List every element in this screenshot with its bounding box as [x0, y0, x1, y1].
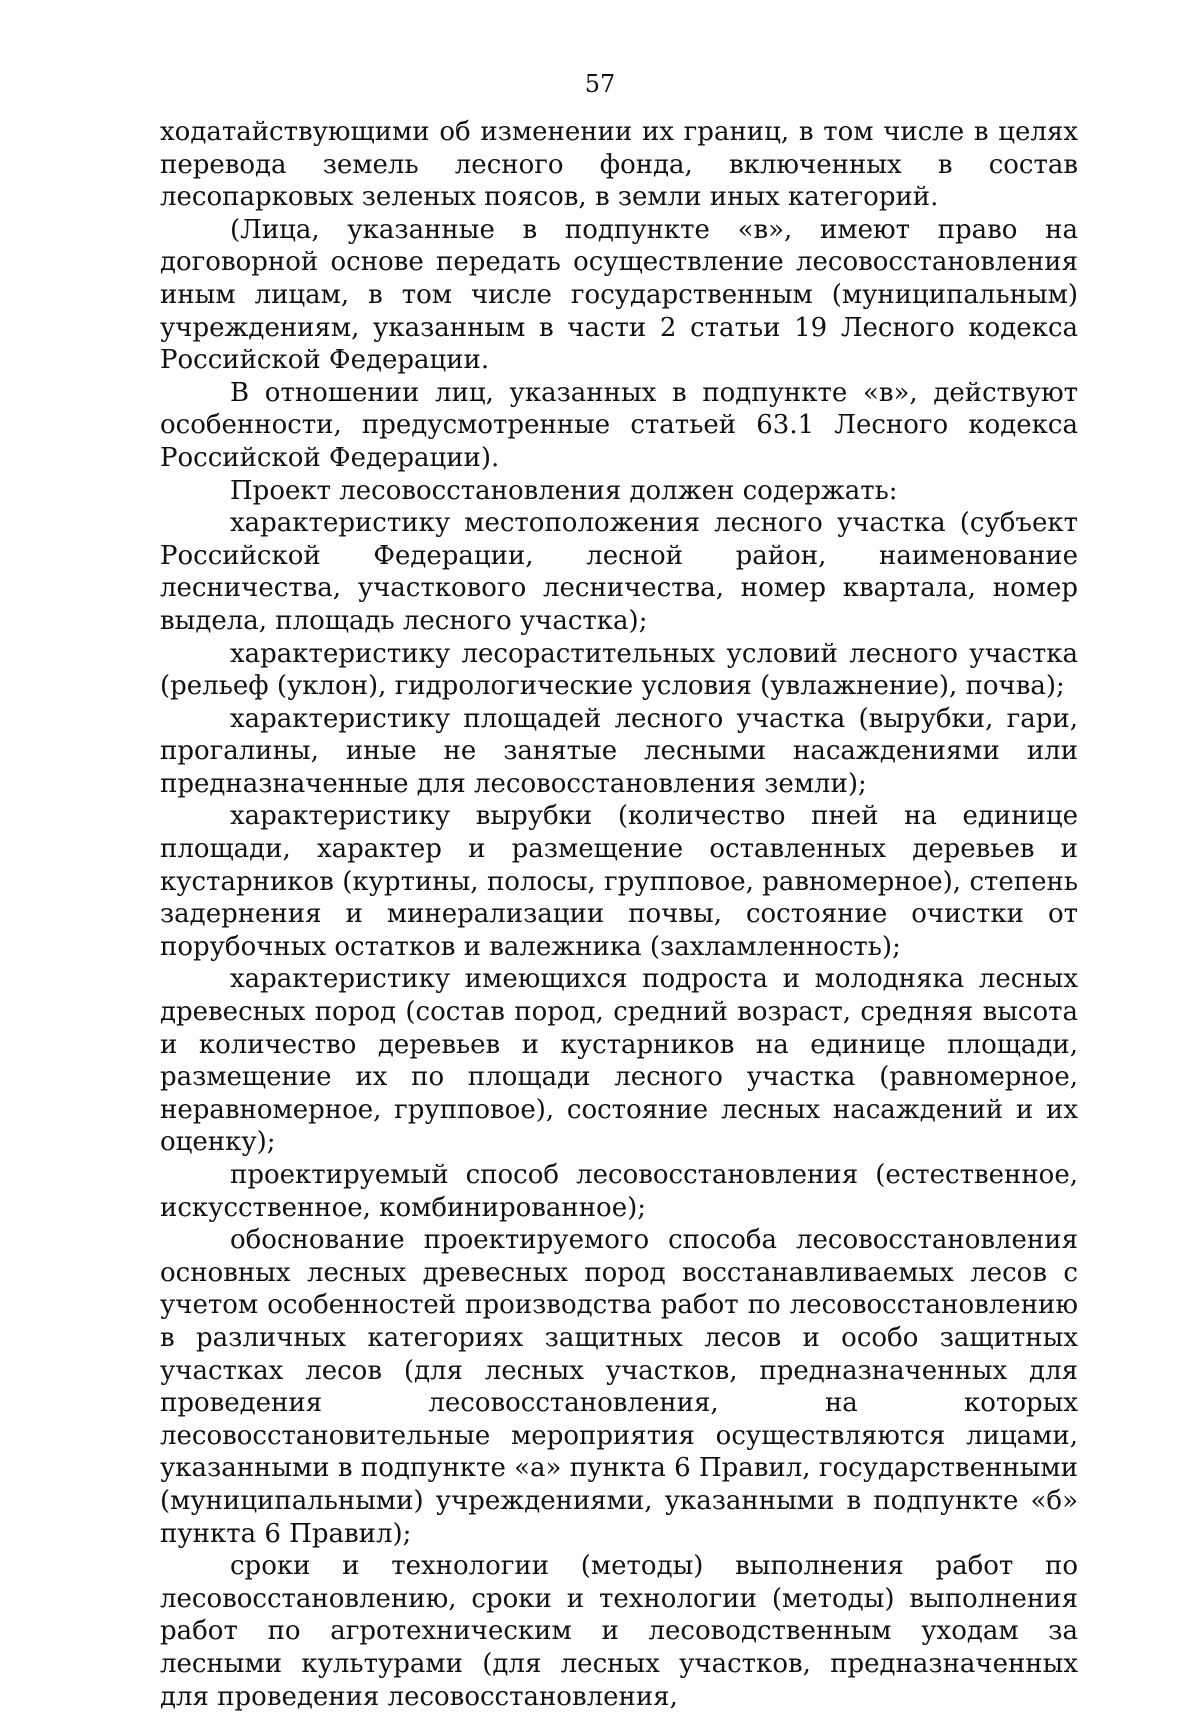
list-item-method: проектируемый способ лесовосстановления (естественное, искусственное, комбинированное); — [160, 1160, 1078, 1223]
list-item-undergrowth: характеристику имеющихся подроста и молодняка лесных древесных пород (состав пород, средний возраст, средняя высота и количество деревьев и кустарников на единице площади, размещение их по площади лесного участка (равномерное, неравномерное, групповое), состояние лесных насаждений и их оценку); — [160, 964, 1078, 1158]
list-item-felling-characteristics: характеристику вырубки (количество пней на единице площади, характер и размещение оставленных деревьев и кустарников (куртины, полосы, групповое, равномерное), степень задернения и минерализации почвы, состояние очистки от порубочных остатков и валежника (захламленность); — [160, 801, 1078, 962]
list-item-method-justification: обоснование проектируемого способа лесовосстановления основных лесных древесных пород восстанавливаемых лесов с учетом особенностей производства работ по лесовосстановлению в различных категориях защитных лесов и особо защитных участках лесов (для лесных участков, предназначенных для проведения лесовосстановления, на которых лесовосстановительные мероприятия осуществляются лицами, указанными в подпункте «а» пункта 6 Правил, государственными (муниципальными) учреждениями, указанными в подпункте «б» пункта 6 Правил); — [160, 1225, 1078, 1549]
list-item-terms-technologies: сроки и технологии (методы) выполнения работ по лесовосстановлению, сроки и технологии (методы) выполнения работ по агротехническим и лесоводственным уходам за лесными культурами (для лесных участков, предназначенных для проведения лесовосстановления, — [160, 1551, 1078, 1712]
list-item-growing-conditions: характеристику лесорастительных условий лесного участка (рельеф (уклон), гидрологические условия (увлажнение), почва); — [160, 638, 1078, 702]
list-item-area-types: характеристику площадей лесного участка (вырубки, гари, прогалины, иные не занятые лесными насаждениями или предназначенные для лесовосстановления земли); — [160, 703, 1078, 799]
paragraph-delegation: (Лица, указанные в подпункте «в», имеют право на договорной основе передать осуществление лесовосстановления иным лицам, в том числе государственным (муниципальным) учреждениям, указанным в части 2 статьи 19 Лесного кодекса Российской Федерации. — [160, 214, 1078, 376]
paragraph-project-contents-intro: Проект лесовосстановления должен содержать: — [230, 475, 898, 506]
list-item-location: характеристику местоположения лесного участка (субъект Российской Федерации, лесной район, наименование лесничества, участкового лесничества, номер квартала, номер выдела, площадь лесного участка); — [160, 508, 1078, 636]
paragraph-continuation: ходатайствующими об изменении их границ, в том числе в целях перевода земель лесного фонда, включенных в состав лесопарковых зеленых поясов, в земли иных категорий. — [160, 117, 1078, 213]
paragraph-special-rules: В отношении лиц, указанных в подпункте «в», действуют особенности, предусмотренные статьей 63.1 Лесного кодекса Российской Федерации). — [160, 377, 1078, 473]
document-body — [160, 116, 1078, 1713]
page-number: 57 — [584, 70, 616, 98]
